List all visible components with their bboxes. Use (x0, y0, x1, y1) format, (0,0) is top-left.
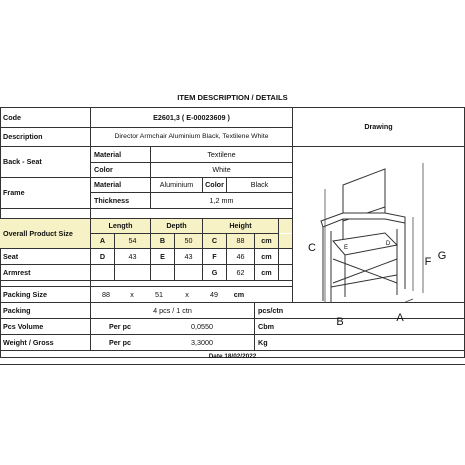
dim-g-value: 62 (236, 267, 245, 277)
packing-size-label: Packing Size (3, 289, 47, 299)
packing-unit: pcs/ctn (258, 305, 284, 315)
packing-size-height: 49 (210, 289, 218, 299)
dim-label-a: A (396, 312, 404, 324)
dim-label-e: E (343, 245, 348, 251)
back-seat-label: Back - Seat (3, 157, 42, 167)
overall-size-label: Overall Product Size (0, 219, 90, 248)
back-seat-color-label: Color (94, 165, 113, 175)
dim-e-label: E (160, 251, 165, 261)
overall-unit: cm (255, 234, 278, 248)
back-seat-material-value: Textilene (207, 149, 236, 159)
armrest-unit: cm (261, 267, 272, 277)
chair-armrests (321, 213, 405, 301)
dim-d-value: 43 (128, 251, 137, 261)
document-date: Date 18/02/2022 (208, 353, 257, 361)
packing-size-x1: x (130, 289, 134, 299)
back-seat-material-label: Material (94, 149, 122, 159)
frame-color-value: Black (250, 180, 269, 190)
packing-value: 4 pcs / 1 ctn (153, 305, 192, 315)
dim-a-label: A (91, 234, 114, 248)
dim-label-d: D (385, 241, 391, 247)
dim-a-value: 54 (115, 234, 150, 248)
seat-unit: cm (261, 251, 272, 261)
dim-c-value: 88 (227, 234, 254, 248)
dim-d-label: D (99, 251, 106, 261)
back-seat-color-value: White (212, 165, 231, 175)
description-label: Description (3, 132, 43, 142)
dim-f-value: 46 (236, 251, 245, 261)
dim-label-b: B (336, 316, 344, 328)
frame-color-label: Color (205, 180, 224, 190)
chair-drawing (293, 147, 464, 302)
code-label: Code (3, 112, 21, 122)
pcs-volume-label: Pcs Volume (3, 321, 44, 331)
document-title: ITEM DESCRIPTION / DETAILS (177, 93, 288, 102)
seat-label: Seat (3, 251, 19, 261)
packing-size-x2: x (185, 289, 189, 299)
frame-thickness-label: Thickness (94, 195, 130, 205)
pcs-volume-value: 0,0550 (191, 321, 213, 331)
frame-material-label: Material (94, 180, 122, 190)
packing-label: Packing (3, 305, 31, 315)
dim-f-label: F (212, 251, 217, 261)
chair-backrest (343, 169, 385, 239)
code-value: E2601,3 ( E-00023609 ) (153, 112, 230, 122)
dim-e-value: 43 (184, 251, 193, 261)
packing-size-width: 51 (155, 289, 163, 299)
armrest-label: Armrest (3, 267, 31, 277)
pcs-volume-per: Per pc (109, 321, 131, 331)
frame-label: Frame (3, 188, 25, 198)
dim-b-value: 50 (175, 234, 202, 248)
description-value: Director Armchair Aluminium Black, Textilene White (114, 132, 269, 140)
packing-size-length: 88 (102, 289, 110, 299)
height-header: Height (203, 219, 278, 233)
drawing-label: Drawing (364, 122, 393, 132)
dim-label-g: G (437, 250, 447, 262)
dim-label-f: F (424, 256, 432, 268)
packing-size-unit: cm (233, 289, 245, 299)
weight-value: 3,3000 (191, 337, 213, 347)
frame-thickness-value: 1,2 mm (209, 195, 234, 205)
depth-header: Depth (151, 219, 202, 233)
pcs-volume-unit: Cbm (258, 321, 274, 331)
weight-unit: Kg (258, 337, 268, 347)
weight-per: Per pc (109, 337, 131, 347)
frame-material-value: Aluminium (159, 180, 194, 190)
dim-c-label: C (203, 234, 226, 248)
length-header: Length (91, 219, 150, 233)
dim-b-label: B (151, 234, 174, 248)
dim-g-label: G (211, 267, 218, 277)
weight-label: Weight / Gross (3, 337, 54, 347)
dim-label-c: C (308, 242, 316, 254)
